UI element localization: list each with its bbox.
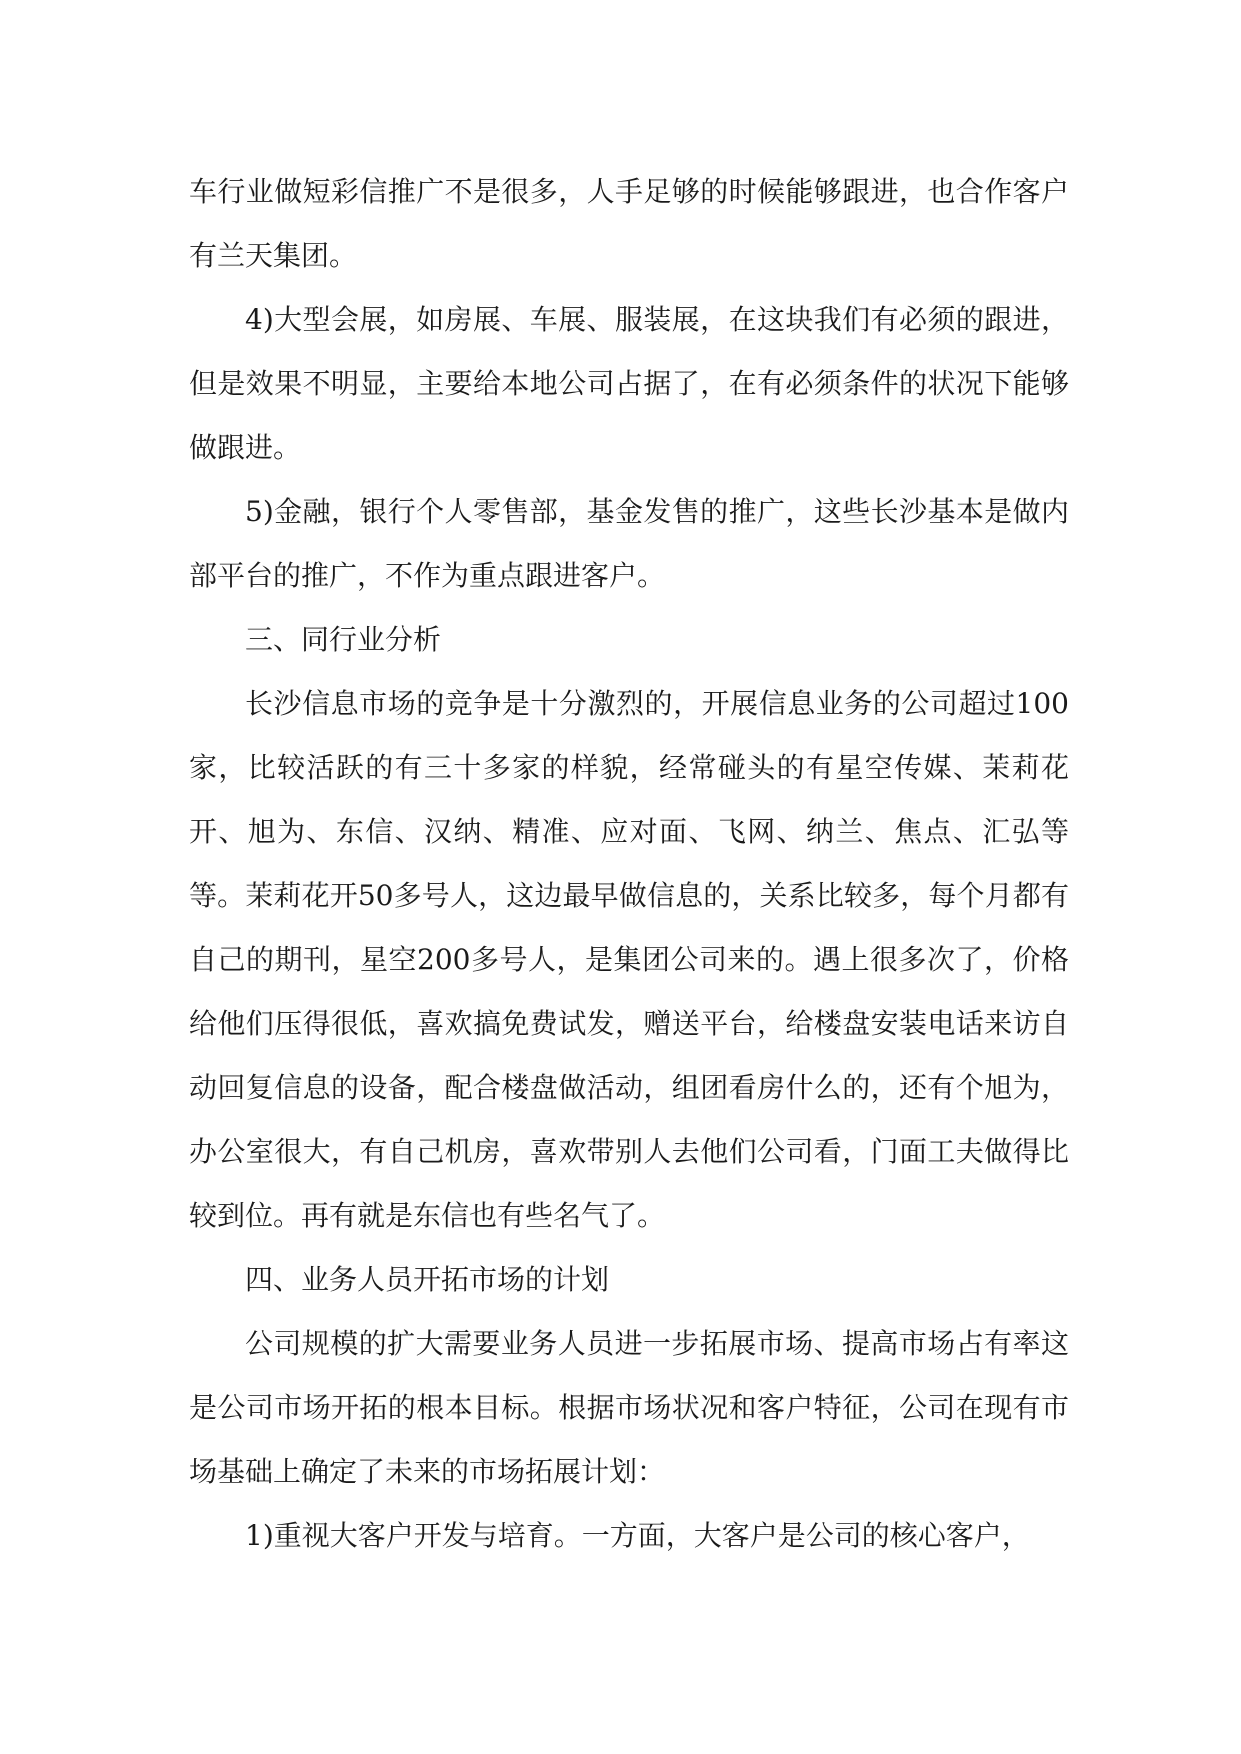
section-heading: 四、业务人员开拓市场的计划: [245, 1263, 610, 1296]
section-heading: 三、同行业分析: [245, 623, 442, 656]
document-body: [189, 160, 1069, 1568]
paragraph: 公司规模的扩大需要业务人员进一步拓展市场、提高市场占有率这是公司市场开拓的根本目标。根据市场状况和客户特征，公司在现有市场基础上确定了未来的市场拓展计划：: [189, 1327, 1069, 1488]
paragraph: 1)重视大客户开发与培育。一方面，大客户是公司的核心客户，: [245, 1519, 1030, 1552]
paragraph: 4)大型会展，如房展、车展、服装展，在这块我们有必须的跟进，但是效果不明显，主要给本地公司占据了，在有必须条件的状况下能够做跟进。: [189, 303, 1069, 464]
paragraph: 长沙信息市场的竞争是十分激烈的，开展信息业务的公司超过100家，比较活跃的有三十多家的样貌，经常碰头的有星空传媒、茉莉花开、旭为、东信、汉纳、精准、应对面、飞网、纳兰、焦点、汇弘等等。茉莉花开50多号人，这边最早做信息的，关系比较多，每个月都有自己的期刊，星空200多号人，是集团公司来的。遇上很多次了，价格给他们压得很低，喜欢搞免费试发，赠送平台，给楼盘安装电话来访自动回复信息的设备，配合楼盘做活动，组团看房什么的，还有个旭为，办公室很大，有自己机房，喜欢带别人去他们公司看，门面工夫做得比较到位。再有就是东信也有些名气了。: [189, 687, 1069, 1232]
paragraph: 车行业做短彩信推广不是很多，人手足够的时候能够跟进，也合作客户有兰天集团。: [189, 175, 1069, 272]
paragraph: 5)金融，银行个人零售部，基金发售的推广，这些长沙基本是做内部平台的推广，不作为重点跟进客户。: [189, 495, 1069, 592]
